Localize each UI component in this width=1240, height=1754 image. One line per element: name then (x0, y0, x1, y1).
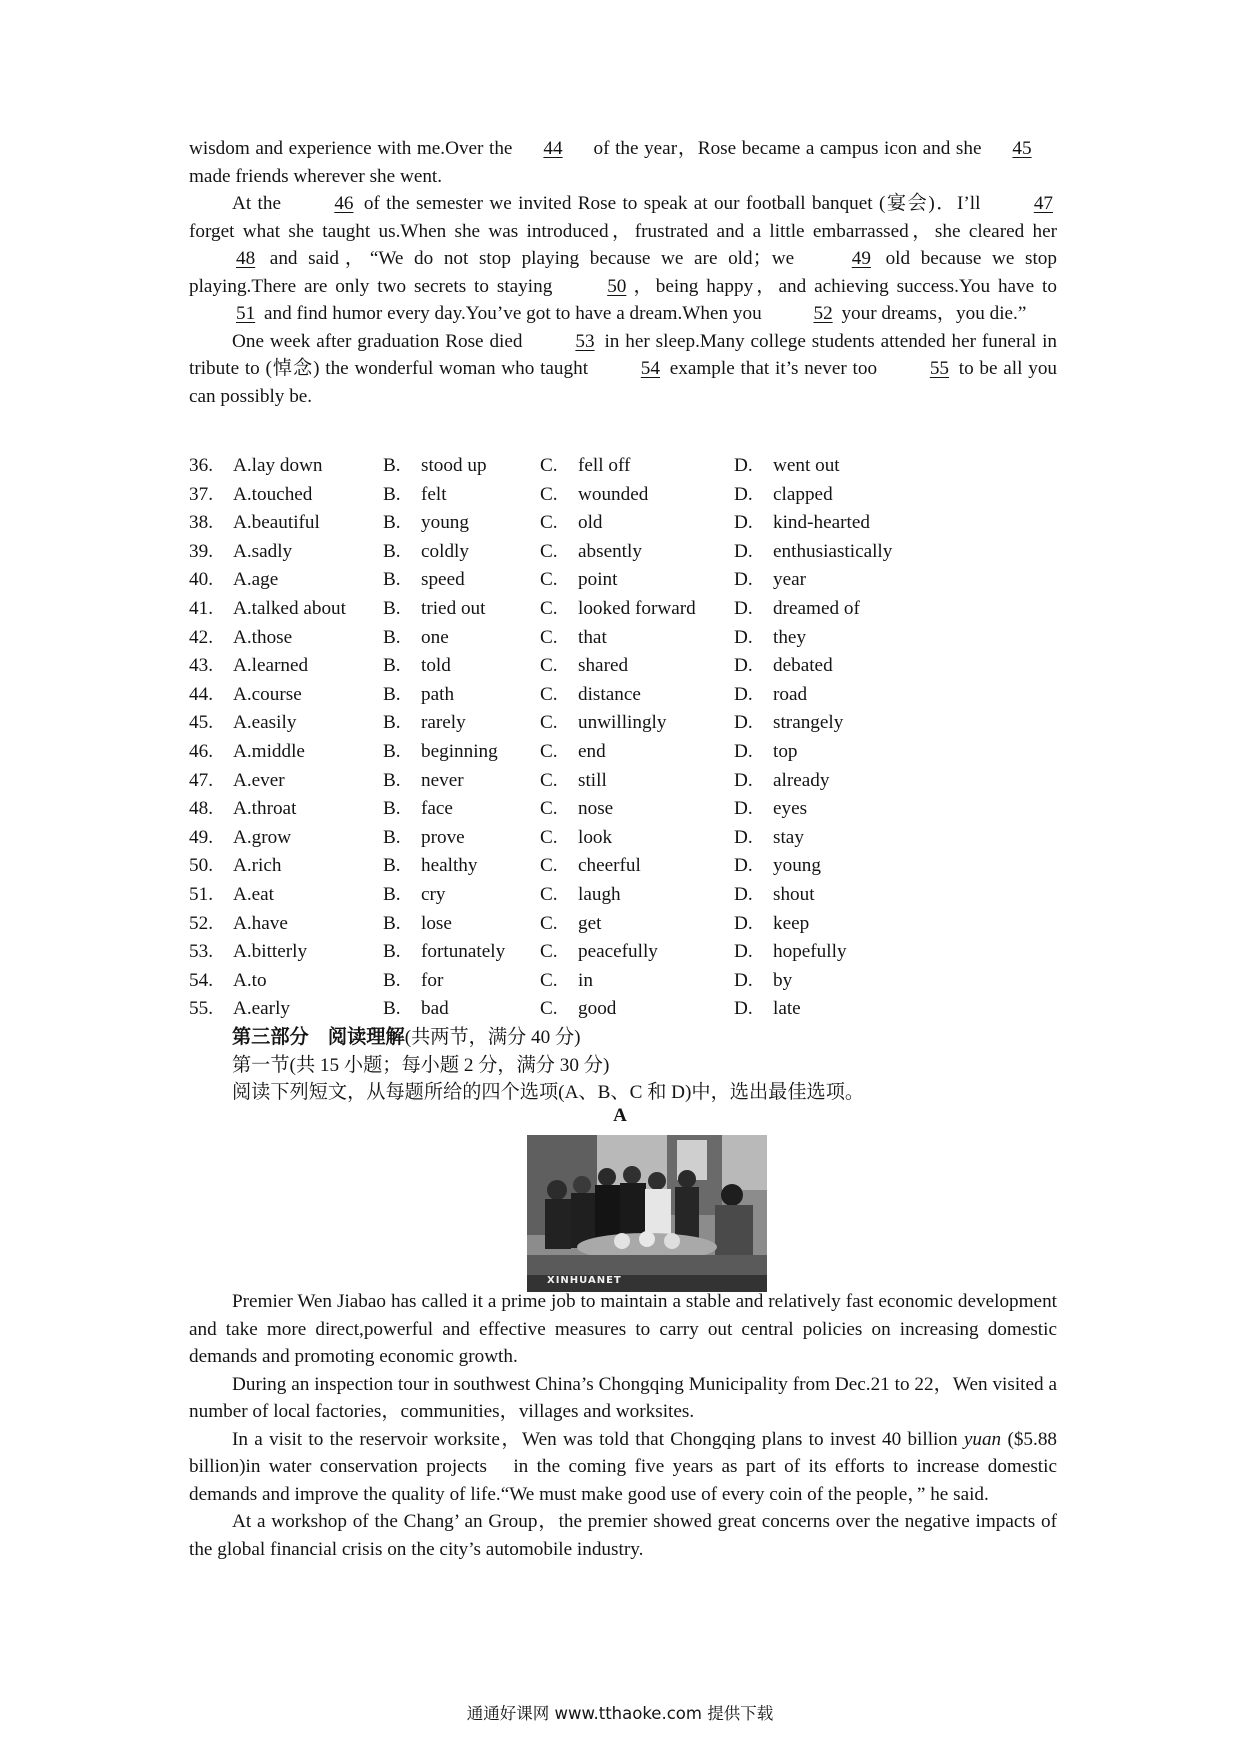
option-b-letter: B. (383, 455, 401, 476)
option-b-letter: B. (383, 540, 401, 562)
option-c-letter: C. (540, 455, 558, 476)
option-d-letter: D. (734, 569, 753, 591)
option-d: they (773, 626, 807, 648)
passage-text: of the year，Rose became a campus icon and she (588, 138, 988, 159)
option-a: A.beautiful (233, 512, 320, 534)
option-row (189, 595, 1057, 624)
option-a: A.learned (233, 655, 309, 677)
option-c: old (578, 512, 603, 534)
option-d: shout (773, 883, 815, 905)
question-number: 46. (189, 740, 213, 762)
option-d: by (773, 969, 793, 991)
option-b: tried out (421, 597, 486, 619)
passage-text: and find humor every day.You’ve got to have a dream.When you (259, 303, 767, 324)
option-b: rarely (421, 712, 466, 734)
photo-watermark: XINHUANET (547, 1275, 622, 1286)
option-a: A.rich (233, 855, 282, 877)
reading-text: In a visit to the reservoir worksite，Wen was told that Chongqing plans to invest 40 billion (232, 1428, 964, 1450)
option-d-letter: D. (734, 740, 753, 762)
option-c: laugh (578, 883, 621, 905)
answer-options (189, 452, 1057, 1024)
option-a: A.lay down (233, 455, 323, 476)
option-row (189, 481, 1057, 510)
passage-text: old because we stop playing.There are only two secrets to staying (189, 248, 1057, 297)
option-b: felt (421, 483, 447, 505)
passage-text: of the semester we invited Rose to speak at our football banquet (宴会)．I’ll (357, 193, 987, 214)
option-c: in (578, 969, 593, 991)
option-c: fell off (578, 455, 631, 476)
passage-paragraph-1 (189, 135, 1057, 190)
option-d-letter: D. (734, 597, 753, 619)
option-c: point (578, 569, 618, 591)
part-title-rest: (共两节，满分 40 分) (404, 1027, 581, 1048)
option-d: late (773, 998, 801, 1020)
blank-53: 53 (575, 330, 595, 352)
option-row (189, 795, 1057, 824)
option-b-letter: B. (383, 712, 401, 734)
blank-50: 50 (607, 275, 627, 297)
blank-54: 54 (640, 358, 660, 379)
option-c-letter: C. (540, 941, 558, 963)
section-heading (232, 1024, 1032, 1107)
option-d: went out (773, 455, 840, 476)
blank-51: 51 (236, 303, 256, 324)
passage-paragraph-2 (189, 190, 1057, 328)
option-a: A.course (233, 683, 302, 705)
passage-text: wisdom and experience with me.Over the (189, 138, 518, 159)
option-a: A.those (233, 626, 293, 648)
cloze-passage (189, 135, 1057, 410)
question-number: 39. (189, 540, 213, 562)
question-number: 51. (189, 883, 213, 905)
option-c: wounded (578, 483, 649, 505)
news-photo-illustration (527, 1135, 767, 1292)
option-a: A.age (233, 569, 279, 591)
option-a: A.have (233, 912, 288, 934)
option-c-letter: C. (540, 826, 558, 848)
question-number: 52. (189, 912, 213, 934)
option-a: A.middle (233, 740, 305, 762)
option-c: absently (578, 540, 642, 562)
subsection-title: 第一节(共 15 小题；每小题 2 分，满分 30 分) (232, 1054, 610, 1076)
option-b-letter: B. (383, 769, 401, 791)
option-d-letter: D. (734, 683, 753, 705)
option-d: top (773, 740, 798, 762)
option-row (189, 938, 1057, 967)
option-row (189, 652, 1057, 681)
option-a: A.bitterly (233, 941, 308, 963)
option-b: healthy (421, 855, 478, 877)
reading-paragraph-2: During an inspection tour in southwest China’s Chongqing Municipality from Dec.21 to 22，Wen visited a number of local factories，communities，villages and worksites. (189, 1373, 1057, 1422)
option-a: A.talked about (233, 597, 346, 619)
option-b: path (421, 683, 455, 705)
option-c-letter: C. (540, 597, 558, 619)
option-row (189, 709, 1057, 738)
option-b-letter: B. (383, 883, 401, 905)
option-row (189, 624, 1057, 653)
option-b-letter: B. (383, 569, 401, 591)
reading-passage-a (189, 1288, 1057, 1563)
option-d: kind-hearted (773, 512, 870, 534)
option-c-letter: C. (540, 855, 558, 877)
option-b: young (421, 512, 469, 534)
question-number: 36. (189, 455, 213, 476)
option-c: good (578, 998, 617, 1020)
option-a: A.grow (233, 826, 292, 848)
option-row (189, 824, 1057, 853)
option-b: lose (421, 912, 452, 934)
option-row (189, 967, 1057, 996)
option-d: eyes (773, 798, 808, 820)
question-number: 41. (189, 597, 213, 619)
option-d-letter: D. (734, 712, 753, 734)
option-c: looked forward (578, 597, 696, 619)
option-c-letter: C. (540, 683, 558, 705)
passage-text: forget what she taught us.When she was introduced，frustrated and a little embarrassed，she cleared her (189, 220, 1057, 242)
option-d: keep (773, 912, 810, 934)
option-b-letter: B. (383, 826, 401, 848)
option-row (189, 509, 1057, 538)
option-b-letter: B. (383, 969, 401, 991)
option-d: dreamed of (773, 597, 860, 619)
option-c-letter: C. (540, 712, 558, 734)
option-d-letter: D. (734, 969, 753, 991)
blank-45: 45 (1012, 138, 1032, 159)
option-b: bad (421, 998, 449, 1020)
passage-text: in her sleep.Many college students attended her funeral in tribute to (悼念) the wonderful woman who taught (189, 330, 1057, 379)
option-row (189, 852, 1057, 881)
option-b: stood up (421, 455, 487, 476)
option-row (189, 738, 1057, 767)
option-d-letter: D. (734, 655, 753, 677)
option-row (189, 538, 1057, 567)
option-c-letter: C. (540, 769, 558, 791)
option-d: stay (773, 826, 804, 848)
option-b: beginning (421, 740, 498, 762)
option-d-letter: D. (734, 769, 753, 791)
passage-text: ，being happy，and achieving success.You have to (630, 275, 1057, 297)
option-c-letter: C. (540, 912, 558, 934)
option-c: that (578, 626, 607, 648)
reading-text: ($5.88 billion)in water conservation projects in the coming five years as part of its efforts to increase domestic demands and improve the quality of life.“We must make good use of every coin of the people，” he said. (189, 1428, 1058, 1505)
option-b-letter: B. (383, 998, 401, 1020)
question-number: 54. (189, 969, 213, 991)
passage-text: your dreams，you die.” (836, 303, 1027, 324)
option-c: look (578, 826, 613, 848)
option-d-letter: D. (734, 941, 753, 963)
option-c: nose (578, 798, 614, 820)
blank-48: 48 (236, 248, 256, 269)
option-b: told (421, 655, 451, 677)
option-d: young (773, 855, 821, 877)
question-number: 38. (189, 512, 213, 534)
option-row (189, 995, 1057, 1024)
option-b-letter: B. (383, 626, 401, 648)
option-b-letter: B. (383, 655, 401, 677)
option-c-letter: C. (540, 540, 558, 562)
option-b-letter: B. (383, 512, 401, 534)
question-number: 55. (189, 998, 213, 1020)
option-d-letter: D. (734, 512, 753, 534)
option-d-letter: D. (734, 826, 753, 848)
option-c-letter: C. (540, 883, 558, 905)
reading-paragraph-3 (189, 1426, 1057, 1509)
option-row (189, 452, 1057, 481)
option-b: speed (421, 569, 465, 591)
question-number: 53. (189, 941, 213, 963)
option-b-letter: B. (383, 912, 401, 934)
reading-paragraph-1: Premier Wen Jiabao has called it a prime job to maintain a stable and relatively fast economic development and take more direct,powerful and effective measures to carry out central policies on increasing domestic demands and promoting economic growth. (189, 1291, 1057, 1367)
option-d-letter: D. (734, 883, 753, 905)
passage-text: One week after graduation Rose died (232, 330, 529, 352)
passage-text: made friends wherever she went. (189, 165, 443, 187)
option-c: cheerful (578, 855, 641, 877)
option-a: A.eat (233, 883, 275, 905)
option-a: A.throat (233, 798, 297, 820)
question-number: 44. (189, 683, 213, 705)
passage-text: and said，“We do not stop playing because we are old；we (259, 248, 805, 269)
option-b-letter: B. (383, 683, 401, 705)
option-c-letter: C. (540, 512, 558, 534)
option-a: A.early (233, 998, 291, 1020)
option-b: coldly (421, 540, 469, 562)
question-number: 43. (189, 655, 213, 677)
question-number: 50. (189, 855, 213, 877)
option-c: unwillingly (578, 712, 667, 734)
passage-text: At the (232, 193, 288, 214)
option-b-letter: B. (383, 798, 401, 820)
option-d: strangely (773, 712, 844, 734)
option-d: debated (773, 655, 833, 677)
option-d-letter: D. (734, 483, 753, 505)
option-row (189, 910, 1057, 939)
option-c-letter: C. (540, 626, 558, 648)
option-c: peacefully (578, 941, 658, 963)
option-b-letter: B. (383, 740, 401, 762)
option-d-letter: D. (734, 855, 753, 877)
option-b-letter: B. (383, 855, 401, 877)
blank-47: 47 (1033, 193, 1053, 214)
reading-text-italic: yuan (963, 1428, 1002, 1450)
page-footer: 通通好课网 www.tthaoke.com 提供下载 (466, 1704, 774, 1723)
question-number: 40. (189, 569, 213, 591)
option-d: already (773, 769, 830, 791)
option-d-letter: D. (734, 912, 753, 934)
option-d: year (773, 569, 807, 591)
question-number: 48. (189, 798, 213, 820)
option-d: road (773, 683, 808, 705)
option-c: distance (578, 683, 641, 705)
blank-49: 49 (851, 248, 871, 269)
instruction-text: 阅读下列短文，从每题所给的四个选项(A、B、C 和 D)中，选出最佳选项。 (232, 1082, 865, 1103)
option-d-letter: D. (734, 540, 753, 562)
option-c-letter: C. (540, 969, 558, 991)
option-b: one (421, 626, 449, 648)
question-number: 45. (189, 712, 213, 734)
question-number: 49. (189, 826, 213, 848)
passage-paragraph-3 (189, 328, 1057, 411)
passage-text: to be all you can possibly be. (189, 358, 1058, 407)
option-d-letter: D. (734, 998, 753, 1020)
option-b: for (421, 969, 444, 991)
passage-label: A (613, 1105, 627, 1126)
option-b-letter: B. (383, 941, 401, 963)
option-b-letter: B. (383, 483, 401, 505)
option-c: still (578, 769, 607, 791)
option-a: A.touched (233, 483, 313, 505)
option-d-letter: D. (734, 626, 753, 648)
option-row (189, 881, 1057, 910)
option-b: face (421, 798, 453, 820)
option-c-letter: C. (540, 740, 558, 762)
option-a: A.ever (233, 769, 285, 791)
option-c-letter: C. (540, 998, 558, 1020)
option-d: hopefully (773, 941, 847, 963)
question-number: 47. (189, 769, 213, 791)
option-row (189, 681, 1057, 710)
news-photo (527, 1135, 767, 1292)
part-title (232, 1024, 1032, 1052)
blank-52: 52 (813, 303, 833, 324)
part-title-bold: 第三部分 阅读理解 (232, 1027, 405, 1048)
option-c-letter: C. (540, 569, 558, 591)
blank-55: 55 (929, 358, 950, 379)
option-b: fortunately (421, 941, 506, 963)
blank-44: 44 (543, 138, 563, 159)
blank-46: 46 (334, 193, 354, 214)
question-number: 37. (189, 483, 213, 505)
option-d: enthusiastically (773, 540, 893, 562)
option-d: clapped (773, 483, 833, 505)
option-b-letter: B. (383, 597, 401, 619)
option-row (189, 566, 1057, 595)
option-c-letter: C. (540, 483, 558, 505)
option-c-letter: C. (540, 655, 558, 677)
question-number: 42. (189, 626, 213, 648)
option-d-letter: D. (734, 798, 753, 820)
option-d-letter: D. (734, 455, 753, 476)
passage-text: example that it’s never too (663, 358, 883, 379)
option-a: A.to (233, 969, 267, 991)
option-a: A.sadly (233, 540, 293, 562)
option-row (189, 767, 1057, 796)
option-c-letter: C. (540, 798, 558, 820)
option-b: cry (421, 883, 446, 905)
option-b: prove (421, 826, 465, 848)
option-a: A.easily (233, 712, 297, 734)
option-b: never (421, 769, 464, 791)
reading-paragraph-4: At a workshop of the Chang’ an Group，the premier showed great concerns over the negative impacts of the global financial crisis on the city’s automobile industry. (189, 1511, 1057, 1560)
option-c: end (578, 740, 606, 762)
option-c: shared (578, 655, 629, 677)
option-c: get (578, 912, 602, 934)
